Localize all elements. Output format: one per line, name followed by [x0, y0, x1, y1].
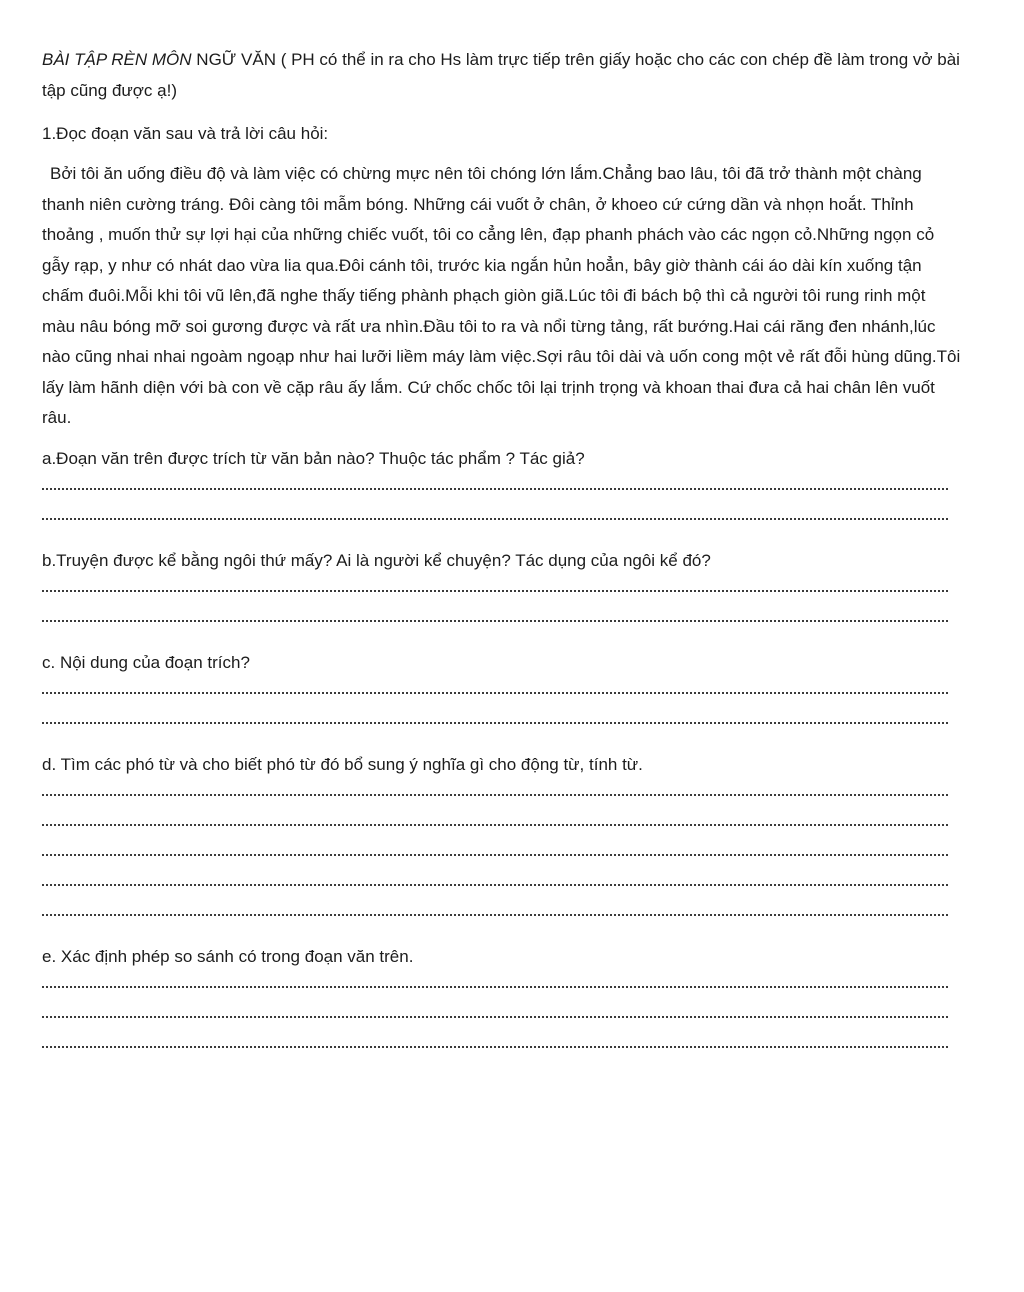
answer-line[interactable] [42, 1046, 948, 1048]
answer-line[interactable] [42, 620, 948, 622]
question-c: c. Nội dung của đoạn trích? [42, 652, 250, 672]
question-b: b.Truyện được kể bằng ngôi thứ mấy? Ai là người kể chuyện? Tác dụng của ngôi kể đó? [42, 550, 711, 570]
worksheet-header [42, 44, 962, 106]
answer-lines-d [42, 794, 962, 916]
answer-line[interactable] [42, 692, 948, 694]
answer-line[interactable] [42, 1016, 948, 1018]
answer-line[interactable] [42, 518, 948, 520]
question-d: d. Tìm các phó từ và cho biết phó từ đó bổ sung ý nghĩa gì cho động từ, tính từ. [42, 754, 643, 774]
answer-lines-e [42, 986, 962, 1048]
header-title-rest: NGỮ VĂN ( PH có thể in ra cho Hs làm trực tiếp trên giấy hoặc cho các con chép đề làm trong vở bài tập cũng được ạ!) [42, 50, 960, 100]
answer-line[interactable] [42, 722, 948, 724]
answer-lines-a [42, 488, 962, 520]
answer-lines-b [42, 590, 962, 622]
answer-line[interactable] [42, 884, 948, 886]
reading-passage: Bởi tôi ăn uống điều độ và làm việc có chừng mực nên tôi chóng lớn lắm.Chẳng bao lâu, tôi đã trở thành một chàng thanh niên cường tráng. Đôi càng tôi mẫm bóng. Những cái vuốt ở chân, ở khoeo cứ cứng dần và nhọn hoắt. Thỉnh thoảng , muốn thử sự lợi hại của những chiếc vuốt, tôi co cẳng lên, đạp phanh phách vào các ngọn cỏ.Những ngọn cỏ gẫy rạp, y như có nhát dao vừa lia qua.Đôi cánh tôi, trước kia ngắn hủn hoẳn, bây giờ thành cái áo dài kín xuống tận chấm đuôi.Mỗi khi tôi vũ lên,đã nghe thấy tiếng phành phạch giòn giã.Lúc tôi đi bách bộ thì cả người tôi rung rinh một màu nâu bóng mỡ soi gương được và rất ưa nhìn.Đầu tôi to ra và nổi từng tảng, rất bướng.Hai cái răng đen nhánh,lúc nào cũng nhai nhai ngoàm ngoạp như hai lưỡi liềm máy làm việc.Sợi râu tôi dài và uốn cong một vẻ rất đỗi hùng dũng.Tôi lấy làm hãnh diện với bà con về cặp râu ấy lắm. Cứ chốc chốc tôi lại trịnh trọng và khoan thai đưa cả hai chân lên vuốt râu. [42, 164, 961, 427]
answer-line[interactable] [42, 590, 948, 592]
answer-line[interactable] [42, 824, 948, 826]
question-a: a.Đoạn văn trên được trích từ văn bản nào? Thuộc tác phẩm ? Tác giả? [42, 448, 585, 468]
answer-line[interactable] [42, 488, 948, 490]
answer-line[interactable] [42, 986, 948, 988]
exercise-instruction: 1.Đọc đoạn văn sau và trả lời câu hỏi: [42, 124, 329, 143]
answer-lines-c [42, 692, 962, 724]
question-e: e. Xác định phép so sánh có trong đoạn văn trên. [42, 946, 414, 966]
answer-line[interactable] [42, 914, 948, 916]
worksheet-page [42, 44, 962, 1048]
answer-line[interactable] [42, 794, 948, 796]
header-title-italic: BÀI TẬP RÈN MÔN [42, 50, 192, 69]
answer-line[interactable] [42, 854, 948, 856]
